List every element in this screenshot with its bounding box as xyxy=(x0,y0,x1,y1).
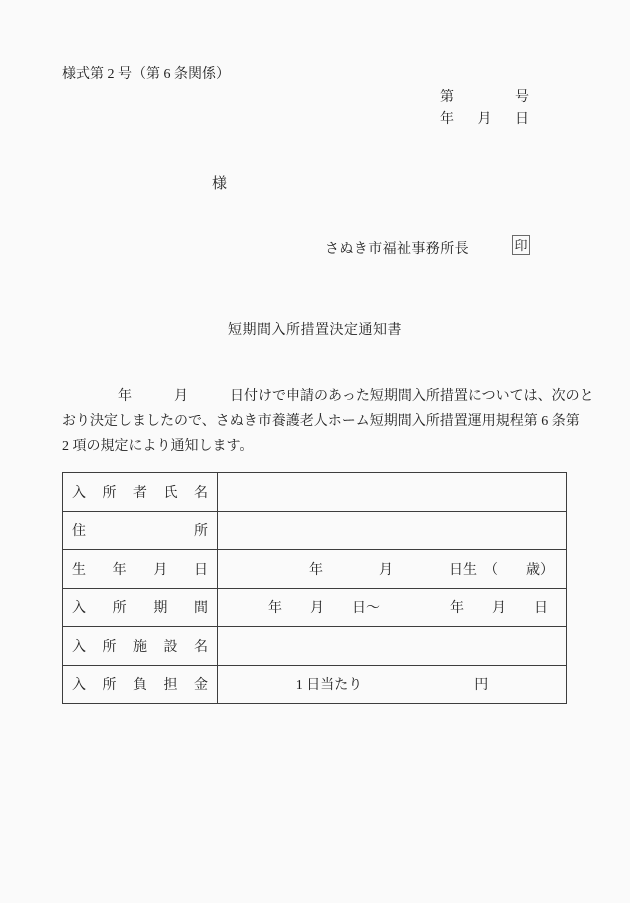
date-day-label: 日 xyxy=(515,112,529,127)
row-label: 入 所 施 設 名 xyxy=(63,627,218,666)
date-line xyxy=(440,108,529,128)
body-line: おり決定しましたので、さぬき市養護老人ホーム短期間入所措置運用規程第 6 条第 xyxy=(62,414,580,429)
table-row xyxy=(63,588,567,627)
body-line: 2 項の規定により通知します。 xyxy=(62,439,254,454)
form-number: 様式第 2 号（第 6 条関係） xyxy=(62,67,230,82)
document-title: 短期間入所措置決定通知書 xyxy=(228,323,402,338)
seal-stamp: 印 xyxy=(512,235,530,255)
row-label: 住 所 xyxy=(63,511,218,550)
row-label: 入 所 者 氏 名 xyxy=(63,473,218,512)
table-row xyxy=(63,627,567,666)
body-line: 年 月 日付けで申請のあった短期間入所措置については、次のと xyxy=(62,389,594,404)
doc-number-prefix: 第 xyxy=(440,90,454,105)
row-label: 入 所 負 担 金 xyxy=(63,665,218,704)
row-value xyxy=(218,627,567,666)
doc-number-line xyxy=(440,86,529,106)
date-month-label: 月 xyxy=(477,112,492,127)
recipient-honorific: 様 xyxy=(212,176,228,192)
notice-table xyxy=(62,472,567,704)
table-row xyxy=(63,473,567,512)
sender-title: さぬき市福祉事務所長 xyxy=(325,242,469,257)
row-value: 1 日当たり 円 xyxy=(218,665,567,704)
row-value: 年 月 日生 （ 歳） xyxy=(218,550,567,589)
row-value xyxy=(218,473,567,512)
row-label: 入 所 期 間 xyxy=(63,588,218,627)
table-row xyxy=(63,550,567,589)
table-row xyxy=(63,511,567,550)
date-year-label: 年 xyxy=(440,112,454,127)
row-value xyxy=(218,511,567,550)
table-row xyxy=(63,665,567,704)
row-value: 年 月 日～ 年 月 日 xyxy=(218,588,567,627)
row-label: 生 年 月 日 xyxy=(63,550,218,589)
body-paragraph xyxy=(62,384,594,459)
doc-number-suffix: 号 xyxy=(515,90,529,105)
